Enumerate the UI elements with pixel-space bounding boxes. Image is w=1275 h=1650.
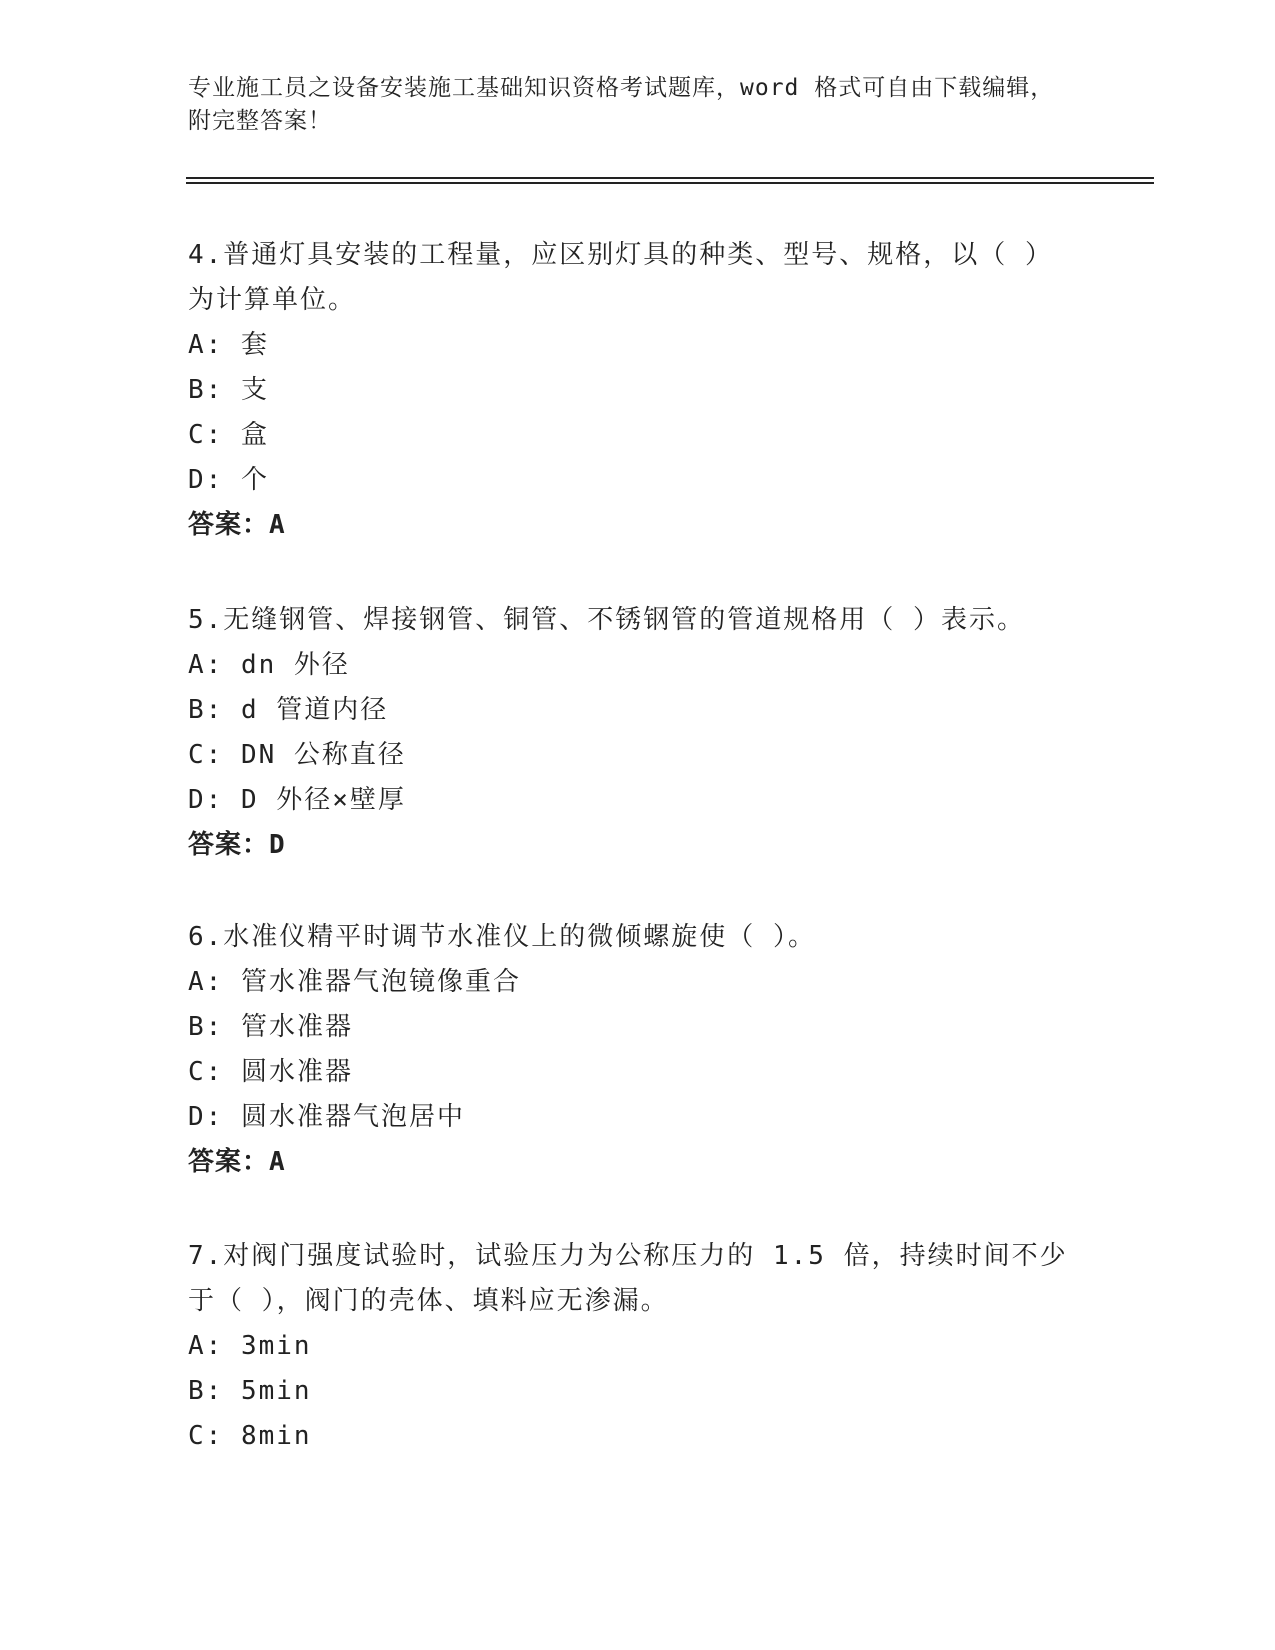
- question-5: [188, 598, 1068, 868]
- header-divider-top: [186, 177, 1154, 179]
- answer: 答案：D: [188, 830, 286, 860]
- question-stem: 7.对阀门强度试验时，试验压力为公称压力的 1.5 倍，持续时间不少于（ ），阀门的壳体、填料应无渗漏。: [188, 1241, 1068, 1316]
- option-b: B: 5min: [188, 1376, 312, 1406]
- header-divider-bottom: [186, 182, 1154, 184]
- option-a: A: 管水准器气泡镜像重合: [188, 967, 521, 997]
- option-c: C: 8min: [188, 1421, 312, 1451]
- option-c: C: 圆水准器: [188, 1057, 353, 1087]
- option-d: D: 圆水准器气泡居中: [188, 1102, 465, 1132]
- answer: 答案：A: [188, 510, 286, 540]
- option-a: A: dn 外径: [188, 650, 350, 680]
- option-c: C: 盒: [188, 420, 269, 450]
- question-7: [188, 1234, 1068, 1459]
- document-header: 专业施工员之设备安装施工基础知识资格考试题库，word 格式可自由下载编辑，附完整答案！: [188, 75, 1055, 134]
- option-c: C: DN 公称直径: [188, 740, 406, 770]
- option-d: D: D 外径×壁厚: [188, 785, 406, 815]
- option-b: B: 管水准器: [188, 1012, 353, 1042]
- option-d: D: 个: [188, 465, 269, 495]
- question-4: [188, 233, 1068, 548]
- question-stem: 4.普通灯具安装的工程量，应区别灯具的种类、型号、规格，以（ ）为计算单位。: [188, 240, 1053, 315]
- option-b: B: d 管道内径: [188, 695, 389, 725]
- question-6: [188, 915, 1068, 1185]
- answer: 答案：A: [188, 1147, 286, 1177]
- question-stem: 6.水准仪精平时调节水准仪上的微倾螺旋使（ ）。: [188, 922, 816, 952]
- question-stem: 5.无缝钢管、焊接钢管、铜管、不锈钢管的管道规格用（ ）表示。: [188, 605, 1025, 635]
- option-a: A: 套: [188, 330, 269, 360]
- option-b: B: 支: [188, 375, 269, 405]
- option-a: A: 3min: [188, 1331, 312, 1361]
